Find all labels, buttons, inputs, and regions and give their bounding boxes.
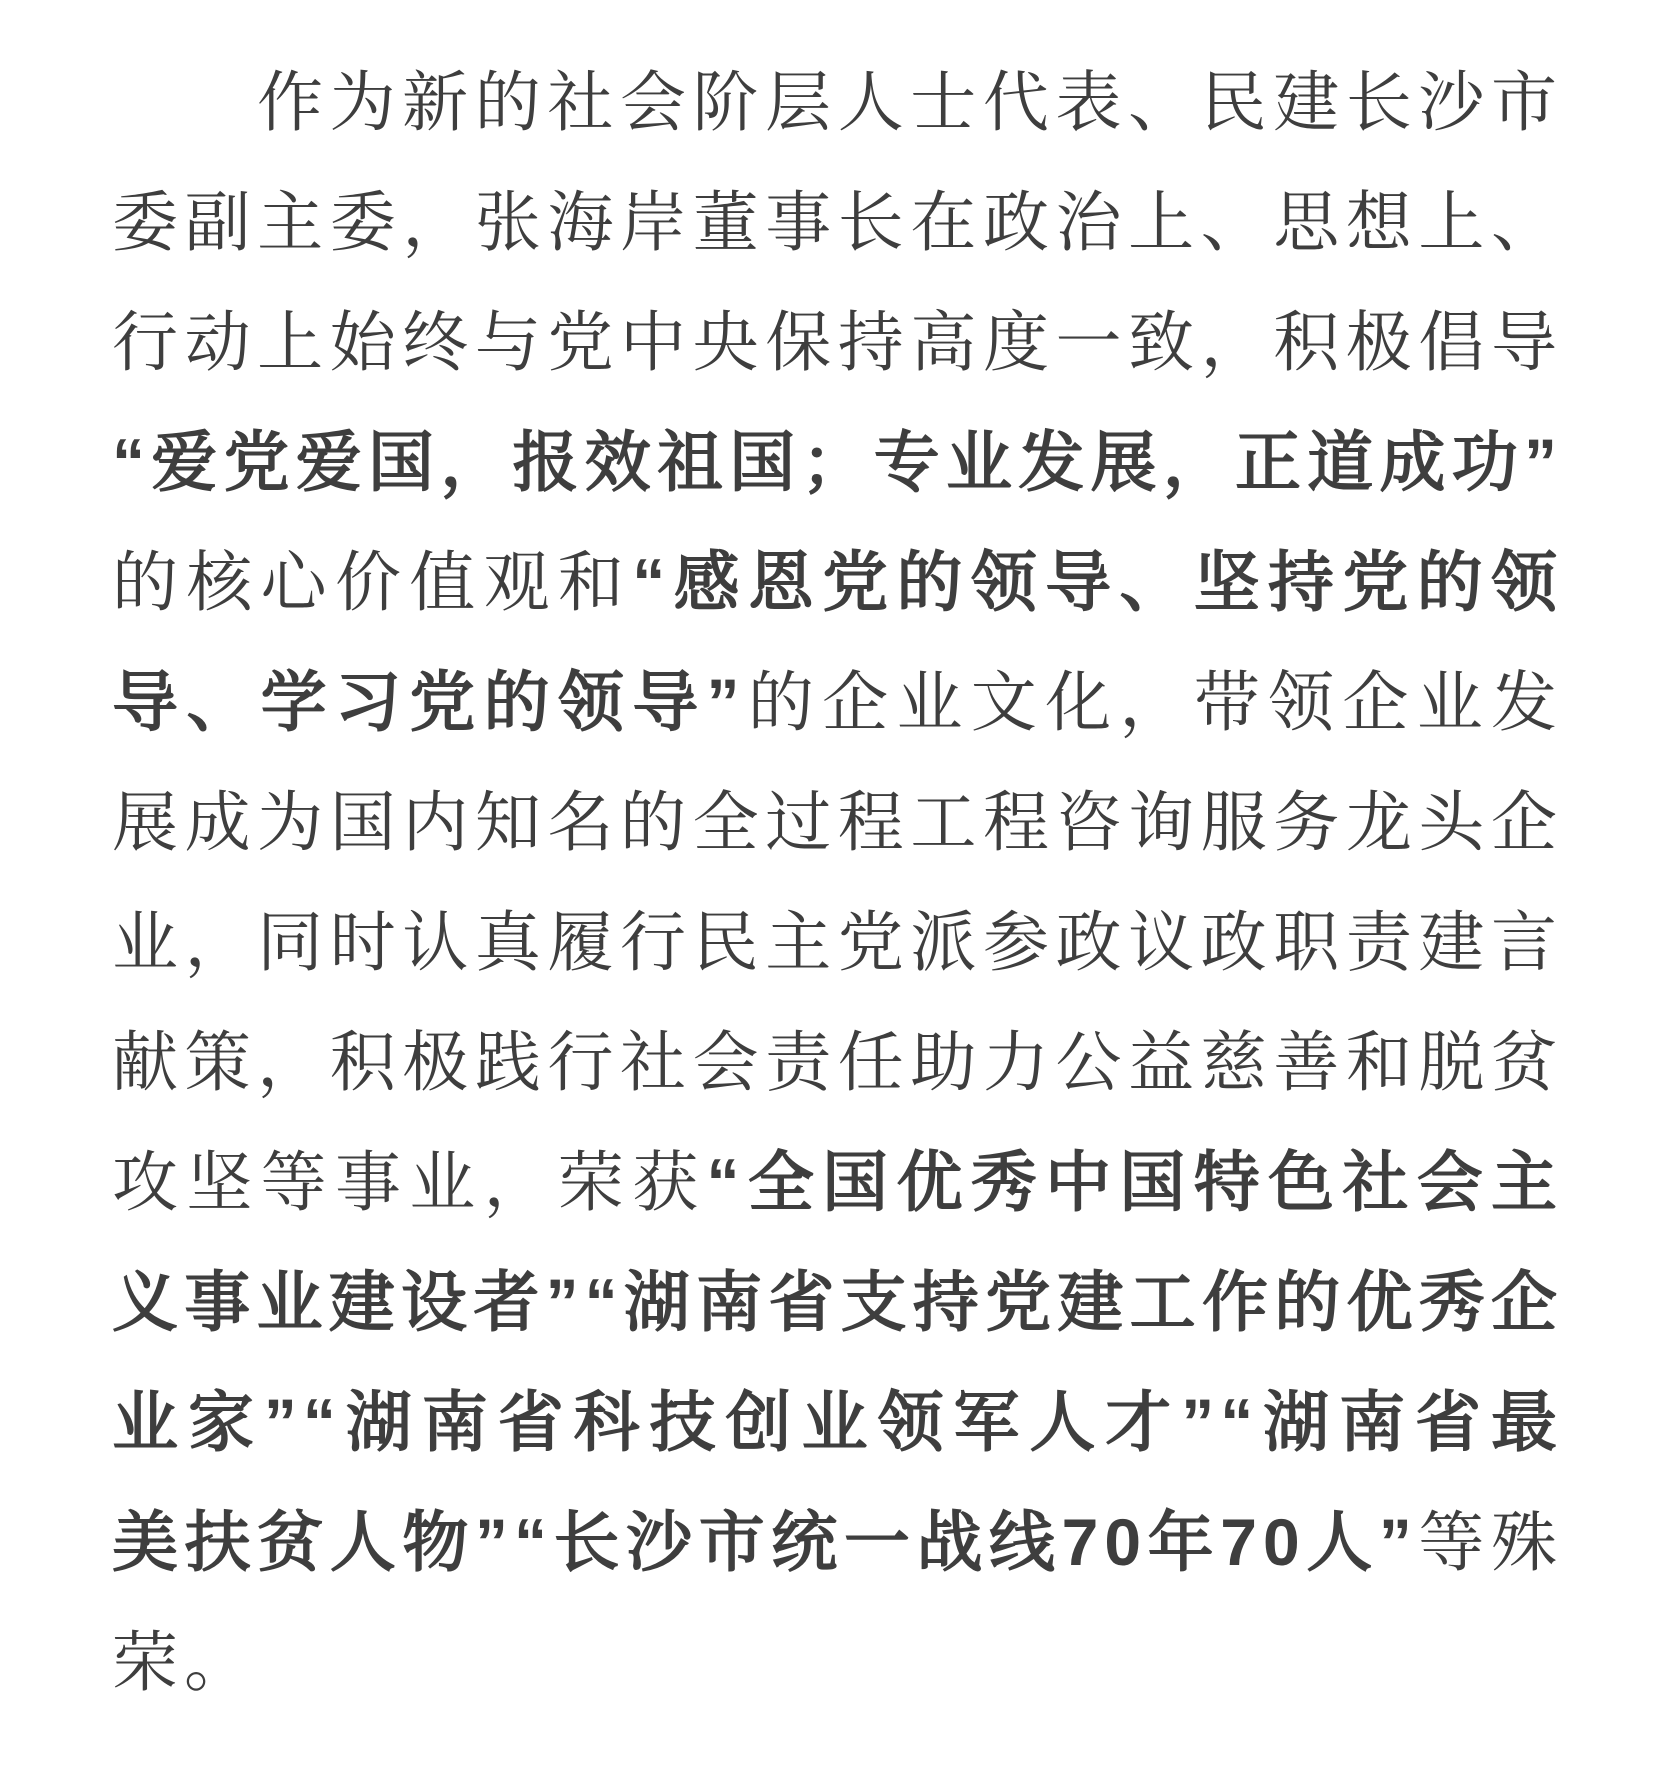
text-segment-intro: 作为新的社会阶层人士代表、民建长沙市委副主委，张海岸董事长在政治上、思想上、行动上始终与党中央保持高度一致，积极倡导 bbox=[112, 65, 1563, 379]
text-segment-connector-1: 的核心价值观和 bbox=[112, 545, 633, 619]
emphasis-segment-honors: “全国优秀中国特色社会主义事业建设者”“湖南省支持党建工作的优秀企业家”“湖南省科技创业领军人才”“湖南省最美扶贫人物”“长沙市统一战线70年70人” bbox=[112, 1145, 1564, 1579]
text-segment-closing: 等殊荣。 bbox=[112, 1505, 1564, 1699]
text-segment-achievements: 的企业文化，带领企业发展成为国内知名的全过程工程咨询服务龙头企业，同时认真履行民主党派参政议政职责建言献策，积极践行社会责任助力公益慈善和脱贫攻坚等事业，荣获 bbox=[112, 665, 1564, 1219]
emphasis-segment-core-values: “爱党爱国，报效祖国；专业发展，正道成功” bbox=[112, 425, 1563, 499]
article-paragraph bbox=[112, 42, 1563, 1722]
emphasis-segment-corporate-culture: “感恩党的领导、坚持党的领导、学习党的领导” bbox=[112, 545, 1564, 739]
